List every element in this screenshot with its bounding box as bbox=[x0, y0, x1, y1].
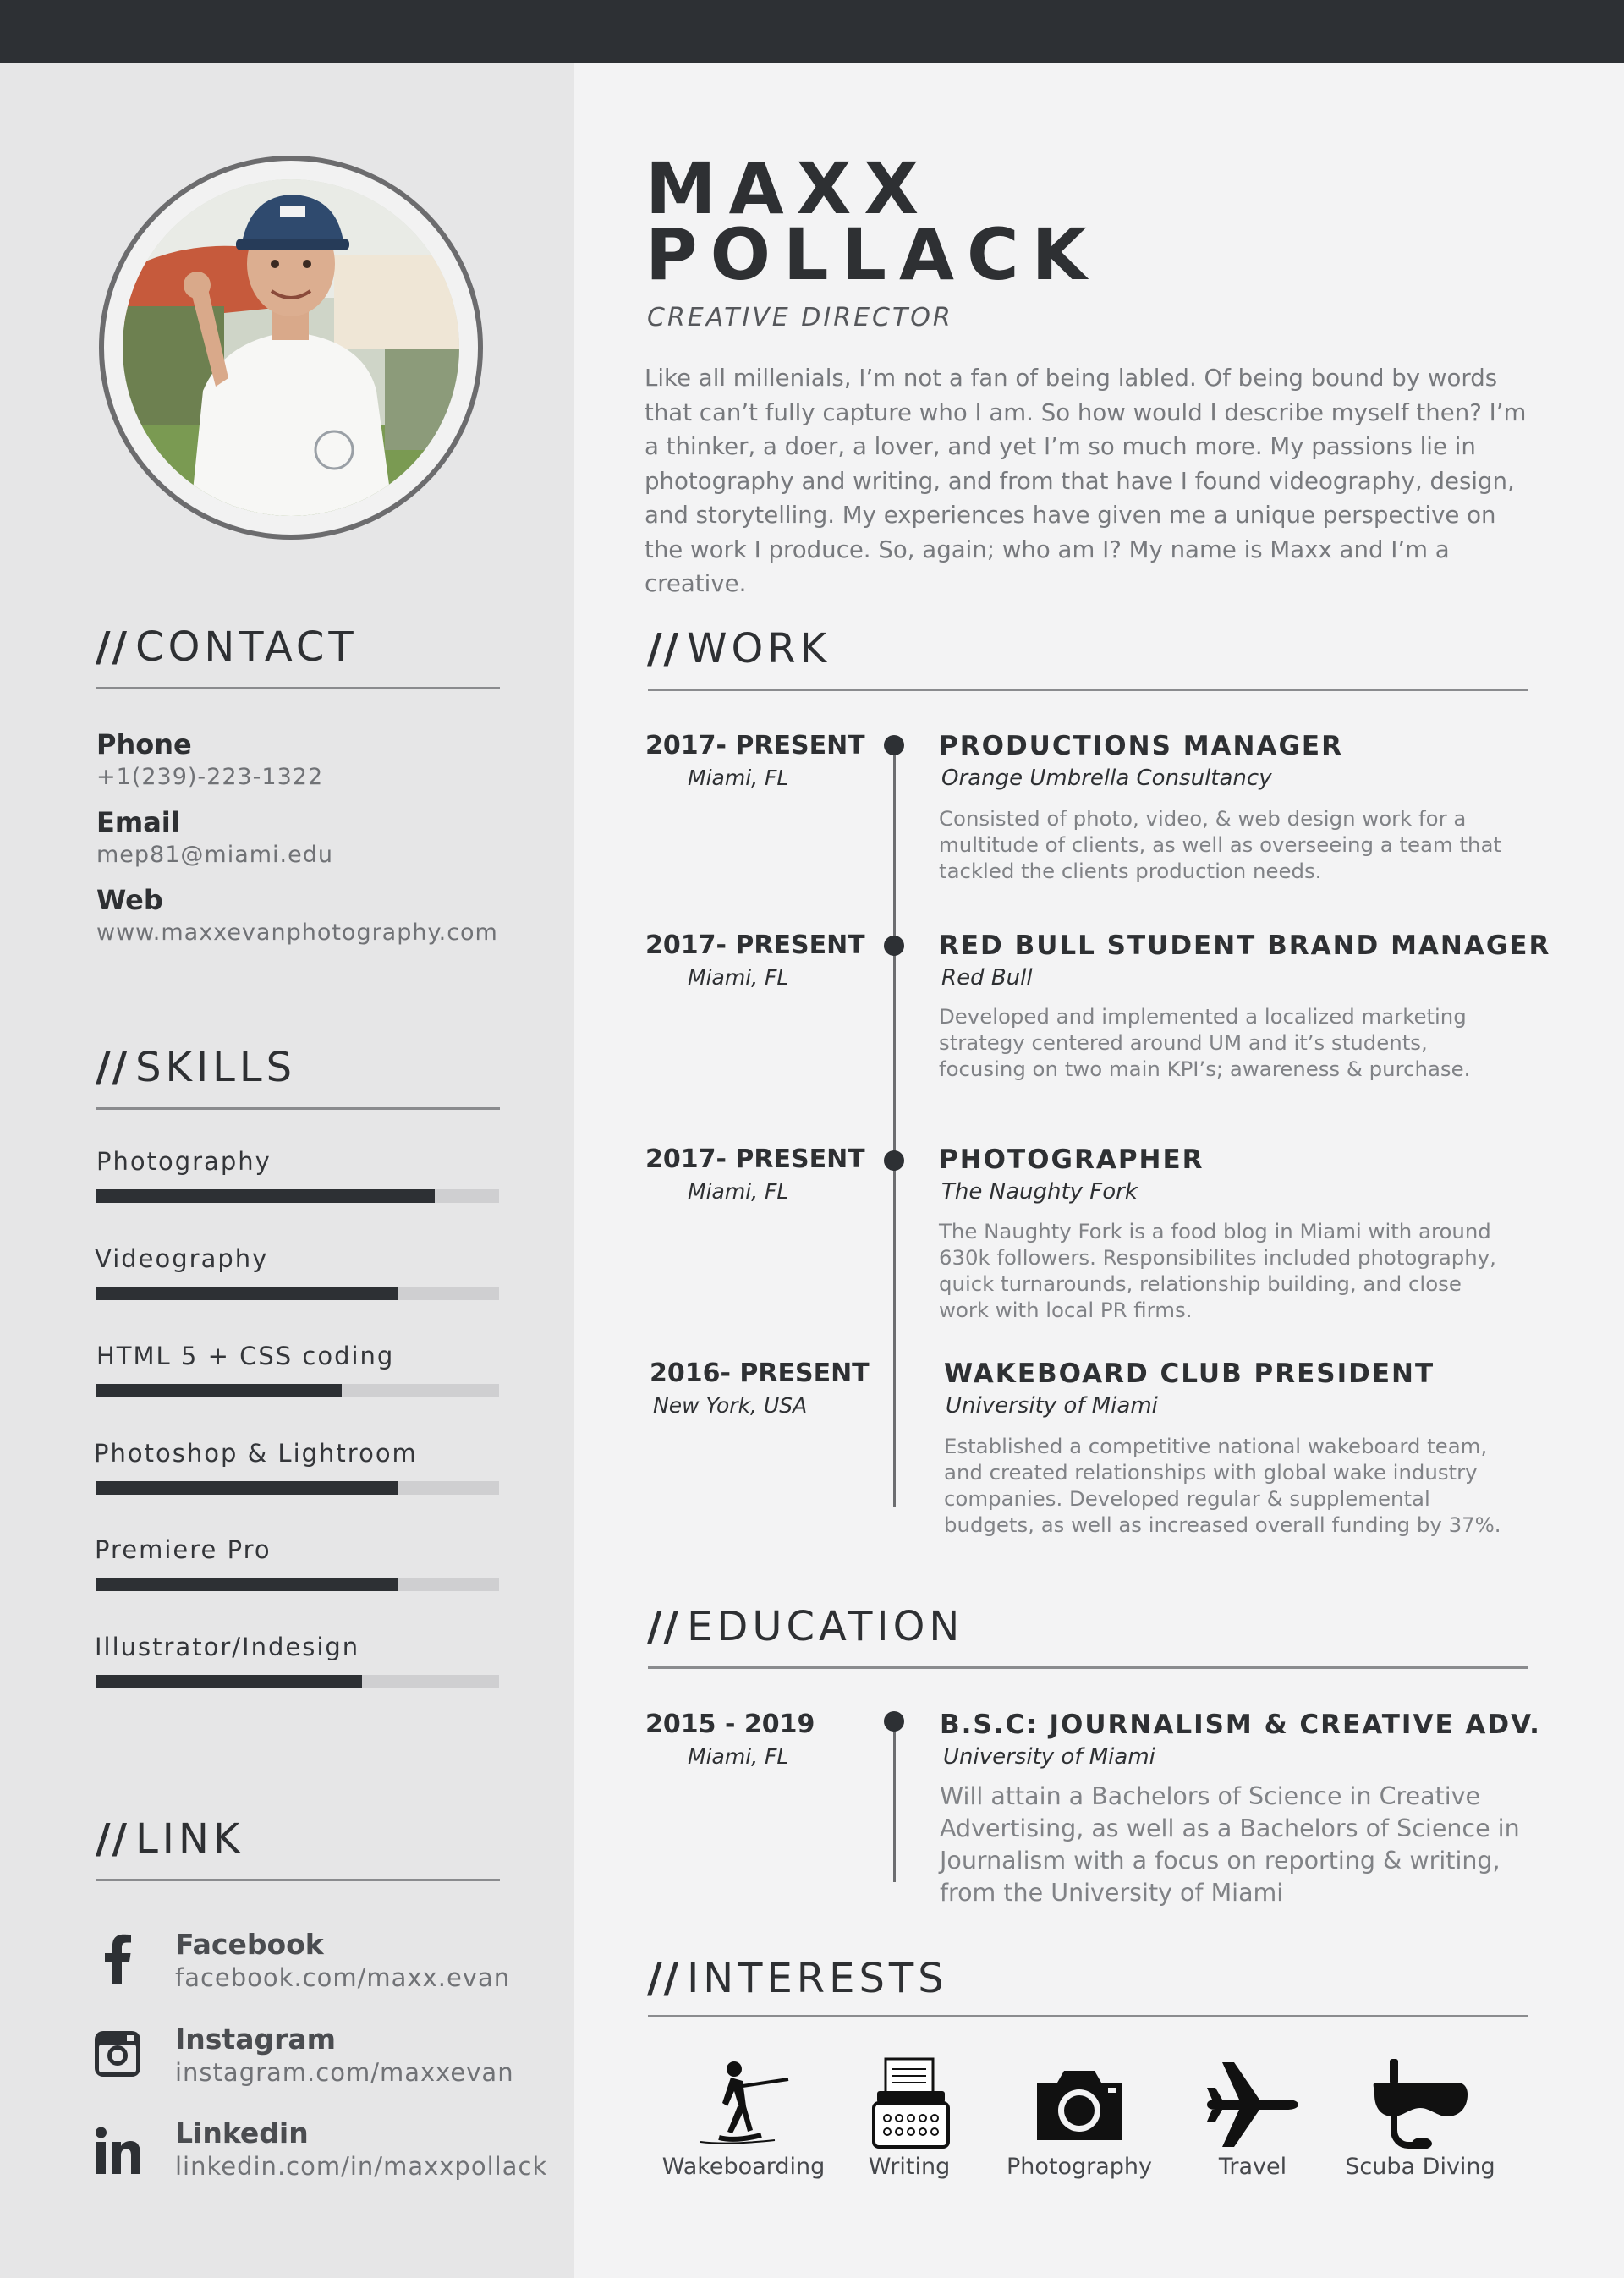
job-organization: Red Bull bbox=[941, 965, 1033, 991]
skill-bar-fill bbox=[96, 1675, 362, 1688]
job-date: 2017- PRESENT bbox=[645, 731, 865, 760]
instagram-icon[interactable] bbox=[91, 2028, 144, 2080]
job-role: CREATIVE DIRECTOR bbox=[647, 303, 953, 332]
scuba-mask-icon bbox=[1369, 2057, 1471, 2152]
facebook-icon[interactable] bbox=[91, 1933, 144, 1985]
education-organization: University of Miami bbox=[943, 1744, 1155, 1770]
interest-label: Photography bbox=[1006, 2154, 1153, 2180]
job-location: New York, USA bbox=[653, 1393, 808, 1418]
skill-bar bbox=[96, 1675, 499, 1688]
timeline-dot bbox=[884, 1711, 904, 1732]
education-timeline bbox=[893, 1726, 896, 1882]
job-date: 2017- PRESENT bbox=[645, 930, 865, 960]
link-divider bbox=[96, 1879, 500, 1881]
skill-label: Photoshop & Lightroom bbox=[94, 1439, 418, 1468]
education-location: Miami, FL bbox=[688, 1744, 789, 1769]
skill-bar bbox=[96, 1287, 499, 1300]
education-description: Will attain a Bachelors of Science in Creative Advertising, as well as a Bachelors of Science in Journalism with a focus on reporting & writing, from the University of Miami bbox=[940, 1782, 1520, 1907]
skill-bar-fill bbox=[96, 1578, 398, 1591]
skills-divider bbox=[96, 1107, 500, 1110]
work-timeline bbox=[893, 745, 896, 1507]
interest-label: Scuba Diving bbox=[1345, 2154, 1495, 2180]
skill-bar-fill bbox=[96, 1287, 398, 1300]
skill-bar-fill bbox=[96, 1384, 342, 1397]
skill-bar-fill bbox=[96, 1189, 435, 1203]
skill-bar bbox=[96, 1384, 499, 1397]
web-value[interactable]: www.maxxevanphotography.com bbox=[96, 919, 498, 946]
job-title: PRODUCTIONS MANAGER bbox=[939, 731, 1343, 761]
profile-photo bbox=[123, 179, 459, 516]
link-heading: // LINK bbox=[96, 1815, 244, 1863]
first-name: MAXX bbox=[645, 147, 932, 230]
education-heading: // EDUCATION bbox=[647, 1603, 964, 1650]
linkedin-link-name[interactable]: Linkedin bbox=[175, 2116, 309, 2149]
skill-label: Illustrator/Indesign bbox=[95, 1633, 360, 1661]
facebook-link-url[interactable]: facebook.com/maxx.evan bbox=[175, 1963, 511, 1992]
bio-paragraph: Like all millenials, I’m not a fan of being labled. Of being bound by words that can’t fully capture who I am. So how would I describe myself then? I’m a thinker, a doer, a lover, and yet I’m so much more. My passions lie in photography and writing, and from that have I found videography, design, and storytelling. My experiences have given me a unique perspective on the work I produce. So, again; who am I? My name is Maxx and I’m a creative. bbox=[645, 364, 1527, 597]
skill-bar bbox=[96, 1189, 499, 1203]
interests-divider bbox=[648, 2015, 1528, 2017]
job-title: RED BULL STUDENT BRAND MANAGER bbox=[939, 930, 1551, 961]
skill-bar bbox=[96, 1481, 499, 1495]
interest-label: Travel bbox=[1218, 2154, 1287, 2180]
skill-label: Photography bbox=[96, 1147, 272, 1176]
job-description: Developed and implemented a localized marketing strategy centered around UM and it’s students, focusing on two main KPI’s; awareness & purchase. bbox=[939, 1004, 1471, 1081]
job-title: WAKEBOARD CLUB PRESIDENT bbox=[944, 1359, 1435, 1389]
job-description: Consisted of photo, video, & web design work for a multitude of clients, as well as overseeing a team that tackled the clients production needs. bbox=[939, 806, 1501, 883]
job-title: PHOTOGRAPHER bbox=[939, 1144, 1204, 1175]
wakeboarder-icon bbox=[694, 2057, 795, 2152]
job-location: Miami, FL bbox=[688, 1179, 789, 1204]
job-description: Established a competitive national wakeboard team, and created relationships with global wake industry companies. Developed regular & supplemental budgets, as well as increased overall funding by 37%. bbox=[944, 1434, 1501, 1537]
education-divider bbox=[648, 1666, 1528, 1669]
timeline-dot bbox=[884, 936, 904, 956]
skill-label: Videography bbox=[95, 1244, 269, 1273]
instagram-link-url[interactable]: instagram.com/maxxevan bbox=[175, 2058, 514, 2087]
camera-icon bbox=[1029, 2057, 1130, 2152]
linkedin-icon[interactable] bbox=[91, 2125, 144, 2177]
job-description: The Naughty Fork is a food blog in Miami with around 630k followers. Responsibilites included photography, quick turnarounds, relationship building, and close work with local PR firms. bbox=[939, 1219, 1496, 1322]
contact-heading: // CONTACT bbox=[96, 623, 358, 671]
job-location: Miami, FL bbox=[688, 766, 789, 790]
top-bar bbox=[0, 0, 1624, 63]
job-organization: The Naughty Fork bbox=[941, 1179, 1138, 1205]
work-heading: // WORK bbox=[647, 625, 831, 672]
web-label: Web bbox=[96, 884, 163, 916]
job-organization: University of Miami bbox=[946, 1393, 1158, 1419]
typewriter-icon bbox=[860, 2057, 962, 2152]
email-value[interactable]: mep81@miami.edu bbox=[96, 842, 334, 868]
last-name: POLLACK bbox=[645, 213, 1100, 296]
airplane-icon bbox=[1202, 2057, 1303, 2152]
interest-label: Writing bbox=[868, 2154, 951, 2180]
timeline-dot bbox=[884, 1150, 904, 1171]
skill-bar-fill bbox=[96, 1481, 398, 1495]
job-date: 2017- PRESENT bbox=[645, 1144, 865, 1174]
interest-label: Wakeboarding bbox=[661, 2154, 826, 2180]
education-title: B.S.C: JOURNALISM & CREATIVE ADV. bbox=[940, 1710, 1541, 1740]
education-date: 2015 - 2019 bbox=[645, 1710, 815, 1739]
job-date: 2016- PRESENT bbox=[650, 1359, 870, 1388]
job-location: Miami, FL bbox=[688, 965, 789, 990]
instagram-link-name[interactable]: Instagram bbox=[175, 2023, 337, 2056]
email-label: Email bbox=[96, 806, 180, 838]
work-divider bbox=[648, 689, 1528, 691]
interests-heading: // INTERESTS bbox=[647, 1955, 948, 2002]
skill-bar bbox=[96, 1578, 499, 1591]
phone-value: +1(239)-223-1322 bbox=[96, 764, 324, 790]
contact-divider bbox=[96, 687, 500, 689]
linkedin-link-url[interactable]: linkedin.com/in/maxxpollack bbox=[175, 2152, 548, 2181]
skills-heading: // SKILLS bbox=[96, 1044, 297, 1091]
skill-label: HTML 5 + CSS coding bbox=[96, 1342, 395, 1370]
skill-label: Premiere Pro bbox=[95, 1535, 272, 1564]
phone-label: Phone bbox=[96, 728, 192, 760]
timeline-dot bbox=[884, 735, 904, 755]
job-organization: Orange Umbrella Consultancy bbox=[941, 766, 1272, 791]
facebook-link-name[interactable]: Facebook bbox=[175, 1928, 324, 1961]
